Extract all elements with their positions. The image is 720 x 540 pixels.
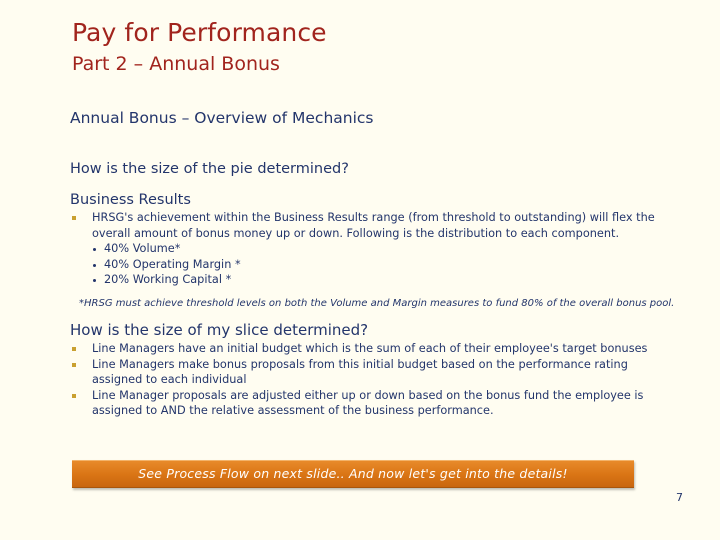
slide-title: Pay for Performance [72, 18, 327, 47]
list-item [70, 341, 670, 357]
square-bullet-icon [72, 394, 76, 398]
business-results-text: HRSG's achievement within the Business Results range (from threshold to outstanding) will flex the overall amount of bonus money up or down. Following is the distribution to each component. [92, 211, 655, 240]
component-item [92, 272, 670, 288]
slide-subtitle: Part 2 – Annual Bonus [72, 53, 280, 75]
list-item [70, 388, 670, 419]
process-flow-banner: See Process Flow on next slide.. And now let's get into the details! [72, 460, 634, 488]
question-pie-size: How is the size of the pie determined? [70, 161, 349, 177]
component-text: 40% Volume* [104, 242, 181, 256]
slice-text: Line Manager proposals are adjusted either up or down based on the bonus fund the employee is assigned to AND the relative assessment of the business performance. [92, 388, 644, 418]
component-item [92, 241, 670, 257]
section-heading: Annual Bonus – Overview of Mechanics [70, 109, 374, 127]
square-bullet-icon [72, 216, 76, 220]
component-item [92, 257, 670, 273]
list-item [70, 357, 670, 388]
page-number: 7 [676, 491, 683, 504]
slice-text: Line Managers have an initial budget which is the sum of each of their employee's target bonuses [92, 342, 648, 355]
dot-bullet-icon [93, 264, 96, 267]
list-item [70, 210, 670, 241]
question-slice-size: How is the size of my slice determined? [70, 321, 369, 339]
business-results-list [70, 210, 670, 288]
square-bullet-icon [72, 347, 76, 351]
slice-list [70, 341, 670, 419]
component-text: 20% Working Capital * [104, 273, 232, 287]
slice-text: Line Managers make bonus proposals from this initial budget based on the performance rating assigned to each individual [92, 357, 628, 387]
dot-bullet-icon [93, 248, 96, 251]
business-results-label: Business Results [70, 192, 191, 208]
square-bullet-icon [72, 363, 76, 367]
component-list [70, 241, 670, 288]
component-text: 40% Operating Margin * [104, 257, 241, 271]
dot-bullet-icon [93, 279, 96, 282]
footnote: *HRSG must achieve threshold levels on both the Volume and Margin measures to fund 80% of the overall bonus pool. [79, 298, 675, 309]
